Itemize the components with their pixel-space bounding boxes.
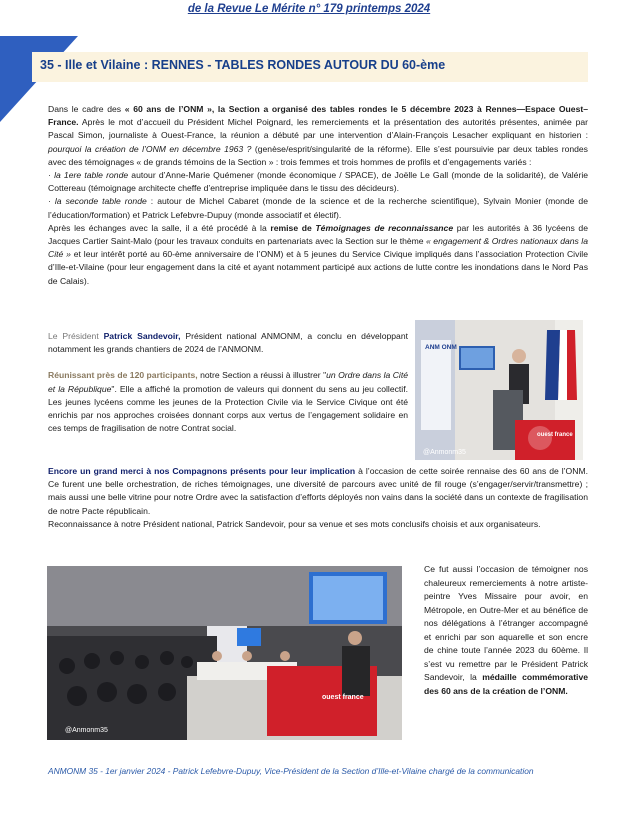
paragraph-intro bbox=[48, 103, 588, 169]
text-run: Après le mot d’accueil du Président Michel Poignard, les remerciements et la présentation des autorités présentes, animée par Pascal Simon, journaliste à Ouest-France, la réunion a débuté par une intervention d’Alain-François Lesacher expliquant en historien : bbox=[48, 117, 588, 141]
text-run-bold: Encore un grand merci à nos Compagnons présents pour leur implication bbox=[48, 466, 356, 476]
text-run: autour d’Anne-Marie Quémener (monde économique / SPACE), de Joëlle Le Gall (monde de la solidarité), de Valérie Cottereau (témoignage architecte cheffe d’entreprise impliquée dans le tissu des décideurs). bbox=[48, 170, 589, 194]
photo-speaker-lectern bbox=[415, 320, 583, 460]
text-run-italic: la seconde table ronde bbox=[54, 196, 147, 207]
text-run: à l’occasion de cette soirée rennaise des 60 ans de l’ONM. Ce furent une belle orchestration, de riches témoignages, une diversité de parcours avec unité de fil rouge (s’engager/servir/transmettre) ; mais aussi une belle vitrine pour notre Ordre avec la satisfaction d’efforts déployés non vains dans la société dans un contexte de fragilisation de notre Pacte républicain. bbox=[48, 466, 588, 516]
section-title: 35 - Ille et Vilaine : RENNES - TABLES RONDES AUTOUR DU 60-ème bbox=[40, 58, 446, 72]
text-run-bold: « 60 ans de l’ONM », la Section a organisé des tables rondes le 5 décembre 2023 à Rennes—Espace Ouest– France. bbox=[48, 104, 588, 128]
text-run-bold-italic: Témoignages de reconnaissance bbox=[315, 222, 454, 233]
text-run: Ce fut aussi l’occasion de témoigner nos chaleureux remerciements à notre artiste-peintre Yves Missaire pour avoir, en Métropole, en Outre-Mer et au bénéfice de nos délégations à l’étranger accompagné et enrichi par son aquarelle et son encre de chine toute l’année 2023 du 60ème. Il s’est vu remettre par le Président Patrick Sandevoir, la bbox=[424, 564, 588, 682]
text-run-italic: « engagement & Ordres nationaux dans la Cité » bbox=[48, 236, 588, 260]
paragraph-remise bbox=[48, 222, 588, 288]
revue-header: de la Revue Le Mérite n° 179 printemps 2024 bbox=[187, 3, 431, 15]
text-run: Le Président bbox=[48, 331, 104, 341]
article-side-column bbox=[424, 563, 588, 698]
text-run-italic: la 1ere table ronde bbox=[54, 170, 129, 181]
sign-text: ouest france bbox=[537, 432, 573, 438]
list-item-table-ronde-1 bbox=[48, 169, 588, 195]
text-run: par les autorités à 36 lycéens de Jacques Cartier Saint-Malo (pour les travaux conduits en partenariats avec la Section sur le thème bbox=[48, 222, 588, 247]
text-run: Dans le cadre des bbox=[48, 104, 125, 114]
photo-credit: @Anmonm35 bbox=[423, 449, 466, 456]
article-body-top bbox=[48, 103, 588, 288]
text-run: Reconnaissance à notre Président national, Patrick Sandevoir, pour sa venue et ses mots conclusifs choisis et aux organisateurs. bbox=[48, 518, 541, 529]
text-run-bold: Patrick Sandevoir, bbox=[103, 331, 181, 341]
bullet: · bbox=[48, 170, 55, 181]
article-body-middle bbox=[48, 465, 588, 531]
banner-text: ANM ONM bbox=[425, 344, 457, 351]
paragraph-participants bbox=[48, 369, 408, 435]
text-run: Président national ANMONM, a conclu en développant notamment les grands chantiers de 2024 de l’ANMONM. bbox=[48, 331, 409, 355]
photo-speaker-illustration bbox=[415, 320, 583, 460]
paragraph-reconnaissance bbox=[48, 518, 588, 531]
text-run: ". Elle a affiché la promotion de valeurs qui donnent du sens au jeu collectif. Les jeunes lycéens comme les jeunes de la Protection Civile via le Service Civique ont été enrichis par nos approches croisées donnant corps aux vertus de l’engagement solidaire en ces temps de fragilisation de notre Contrat social. bbox=[48, 383, 408, 434]
sign-text: ouest france bbox=[322, 694, 364, 701]
footer-signature: ANMONM 35 - 1er janvier 2024 - Patrick Lefebvre-Dupuy, Vice-Président de la Section d’Ille-et-Vilaine chargé de la communication bbox=[48, 766, 534, 776]
paragraph-president bbox=[48, 330, 408, 356]
photo-credit: @Anmonm35 bbox=[65, 727, 108, 734]
bullet: · bbox=[48, 196, 55, 207]
article-body-left-column bbox=[48, 330, 408, 435]
list-item-table-ronde-2 bbox=[48, 195, 588, 221]
text-run-bold: médaille commémorative des 60 ans de la création de l’ONM. bbox=[424, 672, 589, 696]
photo-room-illustration bbox=[47, 566, 402, 740]
text-run-bold: Réunissant près de 120 participants, bbox=[48, 370, 198, 381]
text-run: notre Section a réussi à illustrer " bbox=[197, 370, 327, 381]
text-run: Après les échanges avec la salle, il a été procédé à la bbox=[48, 222, 271, 233]
text-run: : autour de Michel Cabaret (monde de la science et de la recherche scientifique), Sylvain Monier (monde de l’éducation/formation) et Patrick Lefebvre-Dupuy (monde associatif et électif). bbox=[48, 196, 588, 220]
text-run: et leur intérêt porté au 60-ème anniversaire de l’ONM) et à 5 jeunes du Service Civique impliqués dans l’association Protection Civile d’Ille-et-Vilaine (pour leur engagement dans la cité et ayant notamment participé aux actions de lutte contre les inondations dans le Nord Pas de Calais). bbox=[48, 249, 588, 286]
text-run-italic: pourquoi la création de l’ONM en décembre 1963 ? bbox=[48, 143, 252, 154]
photo-conference-room bbox=[47, 566, 402, 740]
text-run-bold: remise de bbox=[270, 222, 316, 233]
text-run: (genèse/esprit/singularité de la réforme). Elle s’est poursuivie par deux tables rondes avec des témoignages « de grands témoins de la Section » : trois femmes et trois hommes de profils et d’engagements variés : bbox=[48, 143, 588, 167]
paragraph-merci bbox=[48, 465, 588, 518]
text-run-italic: un Ordre dans la Cité et la République bbox=[48, 370, 408, 394]
